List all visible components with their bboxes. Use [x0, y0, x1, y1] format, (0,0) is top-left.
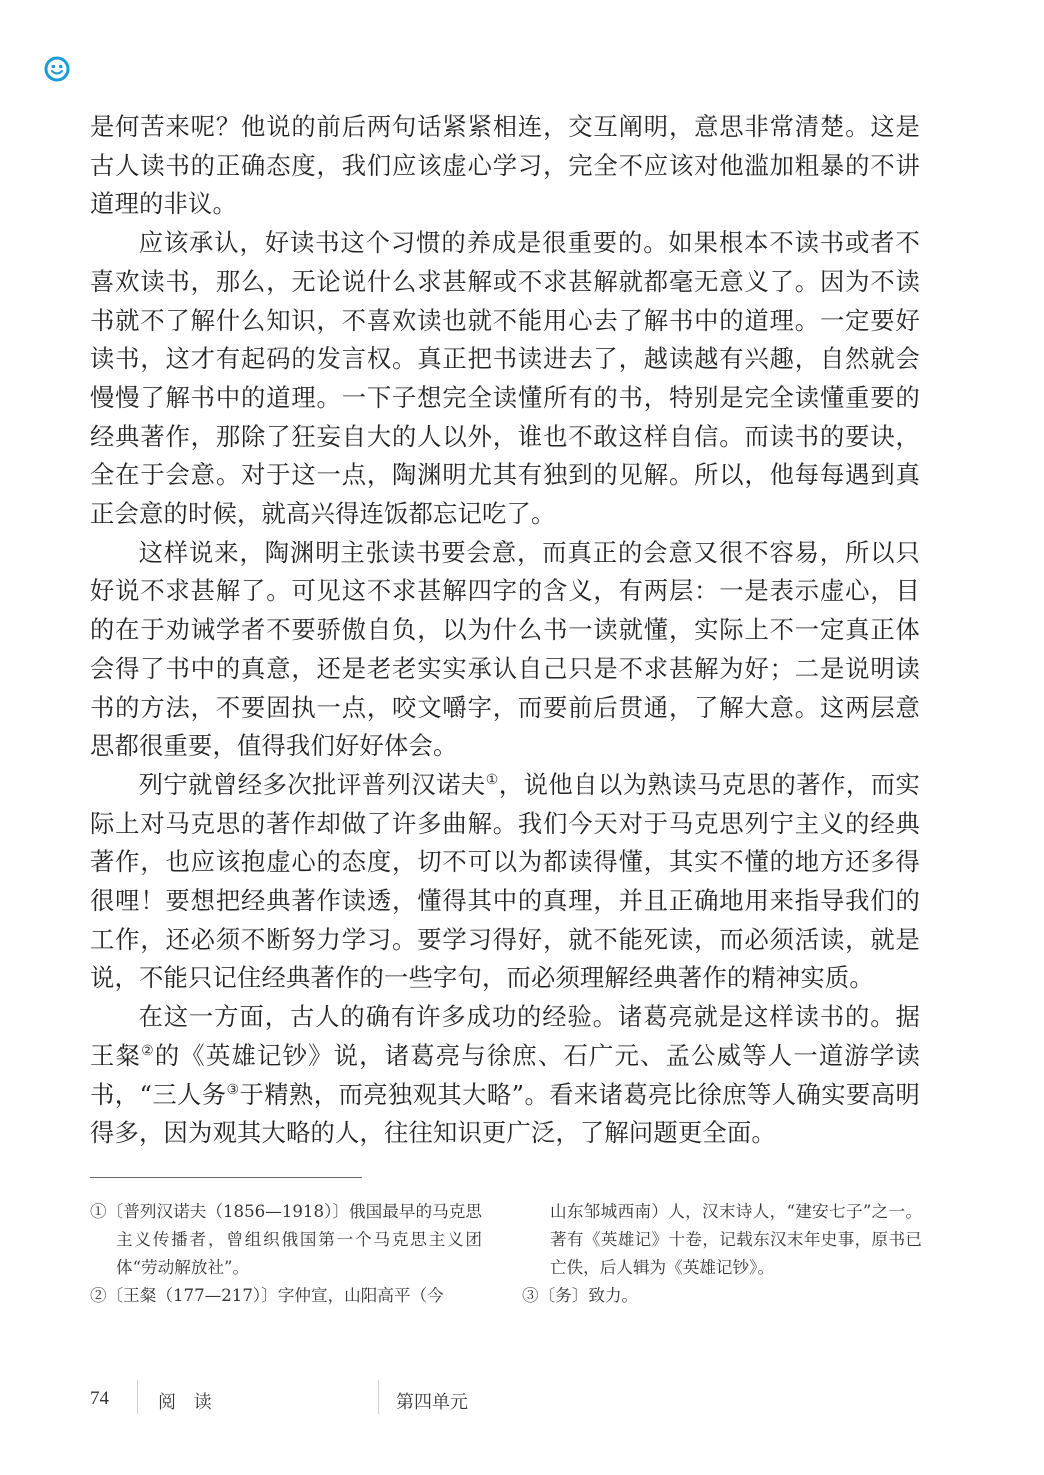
paragraph-1: 是何苦来呢？他说的前后两句话紧紧相连，交互阐明，意思非常清楚。这是古人读书的正确态度，我们应该虚心学习，完全不应该对他滥加粗暴的不讲道理的非议。 — [90, 112, 920, 219]
footnote-2: ②〔王粲（177—217）〕字仲宣，山阳高平（今 — [90, 1286, 444, 1305]
footnote-divider — [90, 1177, 362, 1178]
paragraph-5-text-a: 在这一方面，古人的确有许多成功的经验。诸葛亮就是这样读书的。据王粲 — [90, 1002, 920, 1070]
footnote-2-continued: 山东邹城西南）人，汉末诗人，“建安七子”之一。著有《英雄记》十卷，记载东汉末年史事，原书已亡佚，后人辑为《英雄记钞》。 — [550, 1202, 922, 1277]
unit-label: 第四单元 — [396, 1392, 468, 1413]
paragraph-3: 这样说来，陶渊明主张读书要会意，而真正的会意又很不容易，所以只好说不求甚解了。可见这不求甚解四字的含义，有两层：一是表示虚心，目的在于劝诫学者不要骄傲自负，以为什么书一读就懂，实际上不一定真正体会得了书中的真意，还是老老实实承认自己只是不求甚解为好；二是说明读书的方法，不要固执一点，咬文嚼字，而要前后贯通，了解大意。这两层意思都很重要，值得我们好好体会。 — [90, 537, 920, 761]
footnote-ref-3[interactable]: ③ — [226, 1081, 240, 1098]
footnote-3: ③〔务〕致力。 — [522, 1286, 639, 1305]
paragraph-4 — [90, 766, 920, 998]
footnotes-left-column — [90, 1198, 482, 1310]
paragraph-5-text-b: 的《英雄记钞》说，诸葛亮与徐庶、石广元、孟公威等人一道游学读书，“三人务 — [90, 1040, 920, 1109]
page-number: 74 — [90, 1388, 109, 1409]
paragraph-2: 应该承认，好读书这个习惯的养成是很重要的。如果根本不读书或者不喜欢读书，那么，无论说什么求甚解或不求甚解就都毫无意义了。因为不读书就不了解什么知识，不喜欢读也就不能用心去了解书中的道理。一定要好读书，这才有起码的发言权。真正把书读进去了，越读越有兴趣，自然就会慢慢了解书中的道理。一下子想完全读懂所有的书，特别是完全读懂重要的经典著作，那除了狂妄自大的人以外，谁也不敢这样自信。而读书的要诀，全在于会意。对于这一点，陶渊明尤其有独到的见解。所以，他每每遇到真正会意的时候，就高兴得连饭都忘记吃了。 — [90, 228, 920, 529]
footer-divider-1 — [137, 1380, 138, 1414]
section-label: 阅 读 — [158, 1392, 218, 1413]
footnote-ref-1[interactable]: ① — [485, 771, 499, 788]
paragraph-5-text-c: 于精熟，而亮独观其大略”。看来诸葛亮比徐庶等人确实要高明得多，因为观其大略的人，往往知识更广泛，了解问题更全面。 — [90, 1079, 920, 1148]
smiley-face-icon — [44, 56, 70, 82]
paragraph-4-text-b: ，说他自以为熟读马克思的著作，而实际上对马克思的著作却做了许多曲解。我们今天对于马克思列宁主义的经典著作，也应该抱虚心的态度，切不可以为都读得懂，其实不懂的地方还多得很哩！要想把经典著作读透，懂得其中的真理，并且正确地用来指导我们的工作，还必须不断努力学习。要学习得好，就不能死读，而必须活读，就是说，不能只记住经典著作的一些字句，而必须理解经典著作的精神实质。 — [90, 769, 920, 993]
footnotes-right-column — [522, 1198, 922, 1310]
footnote-ref-2[interactable]: ② — [141, 1042, 155, 1059]
footer-divider-2 — [378, 1380, 379, 1414]
paragraph-5 — [90, 998, 920, 1153]
paragraph-4-text-a: 列宁就曾经多次批评普列汉诺夫 — [138, 769, 486, 799]
footnote-1: ①〔普列汉诺夫（1856—1918）〕俄国最早的马克思主义传播者，曾组织俄国第一个马克思主义团体“劳动解放社”。 — [90, 1202, 482, 1277]
main-text — [90, 108, 920, 1153]
